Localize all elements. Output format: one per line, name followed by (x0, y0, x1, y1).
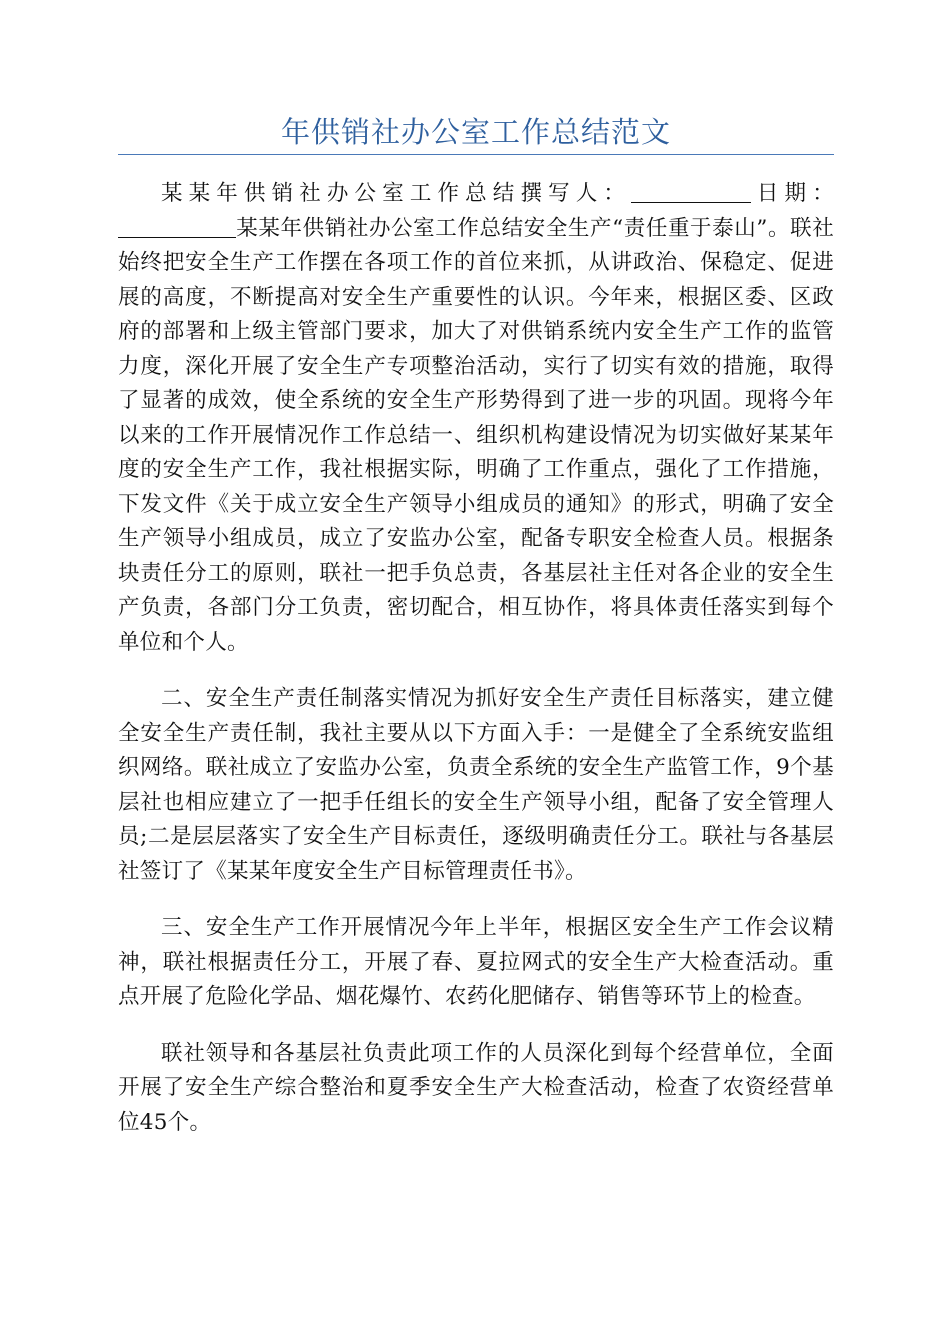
intro-text: 某某年供销社办公室工作总结安全生产“责任重于泰山”。联社始终把安全生产工作摆在各项工作的首位来抓，从讲政治、保稳定、促进展的高度，不断提高对安全生产重要性的认识。今年来，根据区委、区政府的部署和上级主管部门要求，加大了对供销系统内安全生产工作的监管力度，深化开展了安全生产专项整治活动，实行了切实有效的措施，取得了显著的成效，使全系统的安全生产形势得到了进一步的巩固。现将今年以来的工作开展情况作工作总结一、组织机构建设情况为切实做好某某年度的安全生产工作，我社根据实际，明确了工作重点，强化了工作措施，下发文件《关于成立安全生产领导小组成员的通知》的形式，明确了安全生产领导小组成员，成立了安监办公室，配备专职安全检查人员。根据条块责任分工的原则，联社一把手负总责，各基层社主任对各企业的安全生产负责，各部门分工负责，密切配合，相互协作，将具体责任落实到每个单位和个人。 (118, 215, 834, 655)
intro-paragraph (118, 177, 834, 660)
paragraph-3: 三、安全生产工作开展情况今年上半年，根据区安全生产工作会议精神，联社根据责任分工，开展了春、夏拉网式的安全生产大检查活动。重点开展了危险化学品、烟花爆竹、农药化肥储存、销售等环节上的检查。 (118, 915, 834, 1009)
document-body (118, 177, 834, 1162)
document-title: 年供销社办公室工作总结范文 (280, 115, 671, 149)
author-blank (631, 178, 751, 203)
title-underline (118, 154, 834, 155)
date-blank (118, 213, 236, 238)
paragraph-2: 二、安全生产责任制落实情况为抓好安全生产责任目标落实，建立健全安全生产责任制，我社主要从以下方面入手：一是健全了全系统安监组织网络。联社成立了安监办公室，负责全系统的安全生产监管工作，9个基层社也相应建立了一把手任组长的安全生产领导小组，配备了安全管理人员;二是层层落实了安全生产目标责任，逐级明确责任分工。联社与各基层社签订了《某某年度安全生产目标管理责任书》。 (118, 686, 834, 884)
paragraph-4: 联社领导和各基层社负责此项工作的人员深化到每个经营单位，全面开展了安全生产综合整治和夏季安全生产大检查活动，检查了农资经营单位45个。 (118, 1040, 834, 1135)
author-label: 某某年供销社办公室工作总结撰写人： (161, 181, 632, 206)
date-label: 日期： (751, 181, 834, 206)
